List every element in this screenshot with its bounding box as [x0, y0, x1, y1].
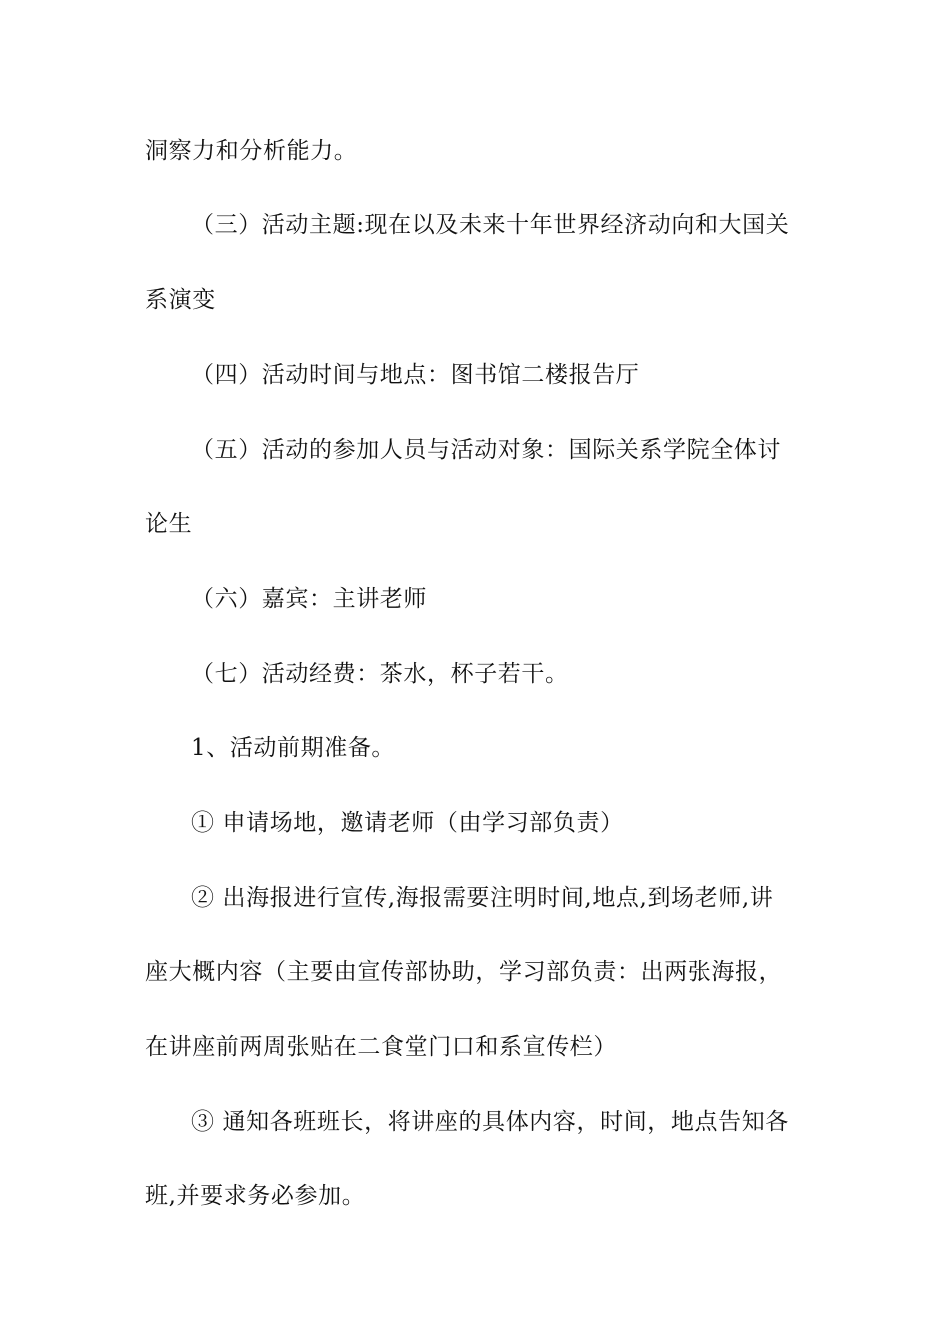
text-line: ① 申请场地，邀请老师（由学习部负责）: [191, 810, 624, 836]
text-line: （五）活动的参加人员与活动对象：国际关系学院全体讨: [191, 437, 781, 463]
text-line: 论生: [145, 511, 193, 537]
text-line: 座大概内容（主要由宣传部协助，学习部负责：出两张海报，: [145, 959, 783, 985]
text-line: 在讲座前两周张贴在二食堂门口和系宣传栏）: [145, 1034, 617, 1060]
text-line: 1、活动前期准备。: [191, 735, 396, 761]
text-line: （四）活动时间与地点：图书馆二楼报告厅: [191, 362, 640, 388]
text-line: （六）嘉宾：主讲老师: [191, 586, 427, 612]
text-line: ② 出海报进行宣传,海报需要注明时间,地点,到场老师,讲: [191, 885, 774, 911]
text-line: 系演变: [145, 287, 216, 313]
text-line: （七）活动经费：茶水，杯子若干。: [191, 661, 569, 687]
text-line: 洞察力和分析能力。: [145, 138, 358, 164]
text-line: ③ 通知各班班长，将讲座的具体内容，时间，地点告知各: [191, 1109, 789, 1135]
text-line: （三）活动主题:现在以及未来十年世界经济动向和大国关: [191, 212, 790, 238]
text-line: 班,并要求务必参加。: [145, 1183, 366, 1209]
